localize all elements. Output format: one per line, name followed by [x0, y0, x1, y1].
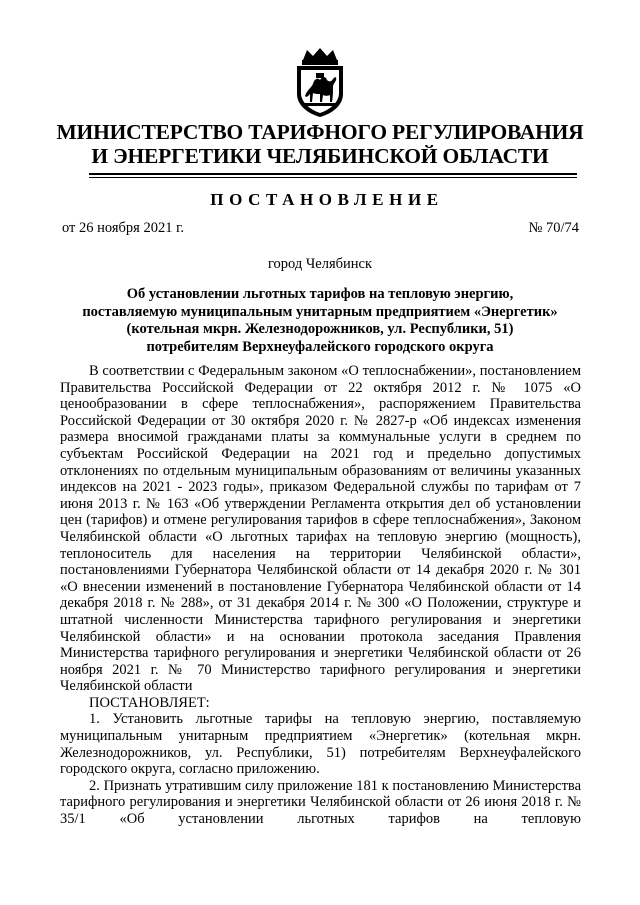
document-number: № 70/74 — [528, 220, 579, 236]
preamble-paragraph: В соответствии с Федеральным законом «О теплоснабжении», постановлением Правительства Российской Федерации от 22 октября 2012 г. № 1075 «О ценообразовании в сфере теплоснабжения», распоряжением Правительства Российской Федерации от 30 октября 2020 г. № 2827-р «Об индексах изменения размера вносимой гражданами платы за коммунальные услуги в среднем по субъектам Российской Федерации на 2021 год и предельно допустимых отклонениях по отдельным муниципальным образованиям от величины указанных индексов на 2021 - 2023 годы», приказом Федеральной службы по тарифам от 7 июня 2013 г. № 163 «Об утверждении Регламента открытия дел об установлении цен (тарифов) и отмене регулирования тарифов в сфере теплоснабжения», Законом Челябинской области «О льготных тарифах на тепловую энергию (мощность), теплоноситель для населения на территории Челябинской области», постановлениями Губернатора Челябинской области от 14 декабря 2020 г. № 301 «О внесении изменений в постановление Губернатора Челябинской области от 14 декабря 2018 г. № 288», от 31 декабря 2014 г. № 300 «О Положении, структуре и штатной численности Министерства тарифного регулирования и энергетики Челябинской области» и на основании протокола заседания Правления Министерства тарифного регулирования и энергетики Челябинской области от 26 ноября 2021 г. № 70 Министерство тарифного регулирования и энергетики Челябинской области — [60, 363, 581, 695]
title-line: (котельная мкрн. Железнодорожников, ул. Республики, 51) — [126, 321, 514, 337]
ministry-name — [40, 120, 600, 168]
header-rule-thick — [89, 173, 577, 175]
ministry-name-line2: И ЭНЕРГЕТИКИ ЧЕЛЯБИНСКОЙ ОБЛАСТИ — [91, 144, 549, 168]
title-line: поставляемую муниципальным унитарным предприятием «Энергетик» — [82, 303, 558, 320]
document-date: от 26 ноября 2021 г. — [62, 220, 185, 236]
ministry-name-line1: МИНИСТЕРСТВО ТАРИФНОГО РЕГУЛИРОВАНИЯ — [56, 120, 584, 144]
coat-of-arms-icon — [289, 46, 351, 118]
title-line: Об установлении льготных тарифов на тепловую энергию, — [126, 286, 514, 302]
resolves-heading: ПОСТАНОВЛЯЕТ: — [89, 694, 210, 711]
title-line: потребителям Верхнеуфалейского городского округа — [146, 338, 494, 355]
item-2-paragraph: 2. Признать утратившим силу приложение 181 к постановлению Министерства тарифного регулирования и энергетики Челябинской области от 26 июня 2018 г. № 35/1 «Об установлении льготных тарифов на тепловую — [60, 777, 581, 828]
document-title — [60, 286, 580, 356]
document-city: город Челябинск — [267, 256, 373, 272]
header-rule-thin — [89, 177, 577, 178]
item-1-paragraph: 1. Установить льготные тарифы на тепловую энергию, поставляемую муниципальным унитарным предприятием «Энергетик» (котельная мкрн. Железнодорожников, ул. Республики, 51) потребителям Верхнеуфалейского городского округа, согласно приложению. — [60, 711, 581, 778]
document-body — [60, 363, 581, 828]
document-type: ПОСТАНОВЛЕНИЕ — [210, 190, 444, 209]
